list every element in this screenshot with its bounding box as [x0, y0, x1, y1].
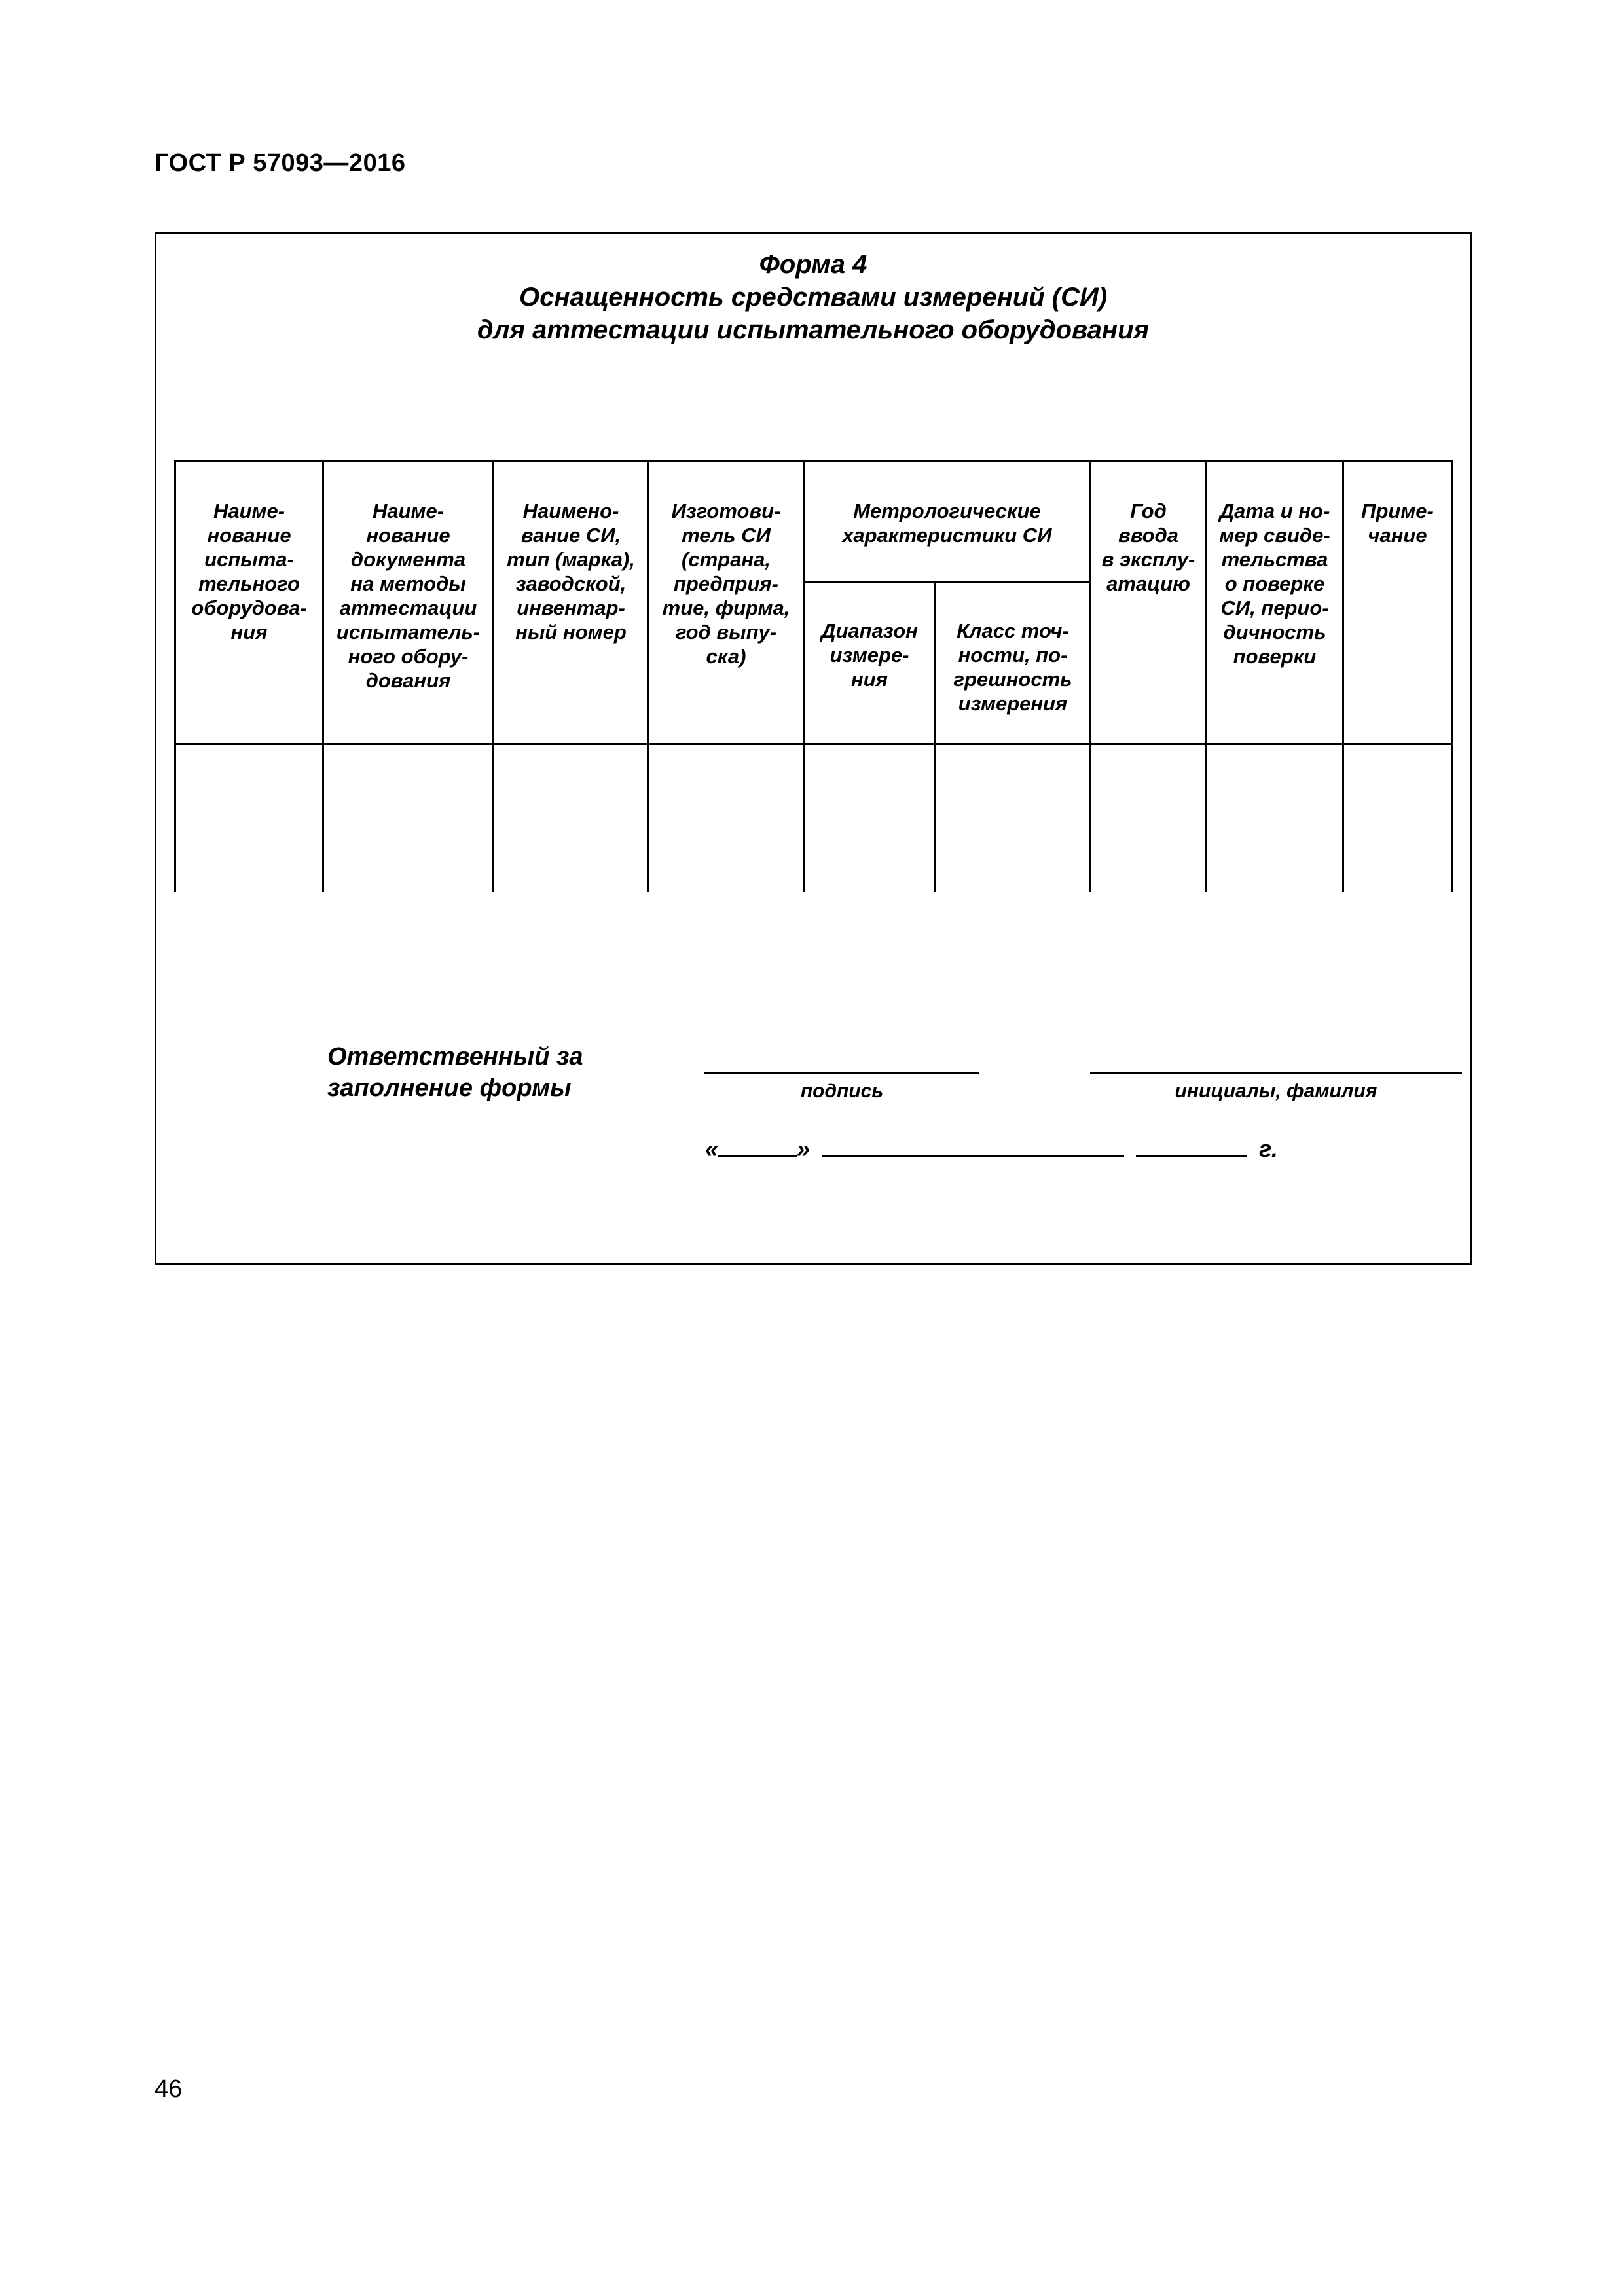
year-suffix: г.	[1259, 1135, 1278, 1162]
col-header-commissioning-year: Год ввода в эксплу- атацию	[1091, 462, 1207, 744]
col-header-verification-certificate: Дата и но- мер свиде- тельства о поверке СИ, перио- дичность поверки	[1207, 462, 1343, 744]
table-cell	[175, 744, 323, 892]
form-title	[156, 248, 1470, 346]
table-cell	[649, 744, 804, 892]
table-cell	[323, 744, 494, 892]
col-header-instrument-name: Наимено- вание СИ, тип (марка), заводской, инвентар- ный номер	[494, 462, 649, 744]
table-cell	[1091, 744, 1207, 892]
col-header-equipment-name: Наиме- нование испыта- тельного оборудова- ния	[175, 462, 323, 744]
month-blank	[822, 1135, 1124, 1157]
day-blank	[718, 1135, 797, 1157]
form-number: Форма 4	[759, 250, 867, 279]
table-cell	[936, 744, 1091, 892]
responsible-label: Ответственный за заполнение формы	[327, 1043, 583, 1102]
signature-caption: подпись	[800, 1080, 884, 1102]
col-header-note: Приме- чание	[1343, 462, 1452, 744]
page-number: 46	[155, 2075, 183, 2103]
table-cell	[1207, 744, 1343, 892]
year-blank	[1136, 1135, 1247, 1157]
col-header-metrological-characteristics: Метрологические характеристики СИ	[804, 462, 1091, 583]
col-header-accuracy-class: Класс точ- ности, по- грешность измерения	[936, 583, 1091, 744]
table-cell	[804, 744, 936, 892]
form-title-line-1: Оснащенность средствами измерений (СИ)	[519, 283, 1108, 312]
col-header-measurement-range: Диапазон измере- ния	[804, 583, 936, 744]
table-cell	[494, 744, 649, 892]
date-close-quote: »	[797, 1135, 811, 1162]
table-row	[175, 744, 1452, 892]
equipment-table	[174, 460, 1453, 892]
date-row	[705, 1135, 1278, 1163]
form-title-line-2: для аттестации испытательного оборудования	[477, 316, 1150, 344]
col-header-document-name: Наиме- нование документа на методы аттестации испытатель- ного обору- дования	[323, 462, 494, 744]
table-cell	[1343, 744, 1452, 892]
name-caption: инициалы, фамилия	[1175, 1080, 1377, 1102]
equipment-table-wrapper	[174, 460, 1456, 899]
date-open-quote: «	[705, 1135, 719, 1162]
name-line	[1090, 1072, 1462, 1074]
col-header-manufacturer: Изготови- тель СИ (страна, предприя- тие, фирма, год выпу- ска)	[649, 462, 804, 744]
signature-line	[704, 1072, 979, 1074]
document-header: ГОСТ Р 57093—2016	[155, 149, 406, 177]
